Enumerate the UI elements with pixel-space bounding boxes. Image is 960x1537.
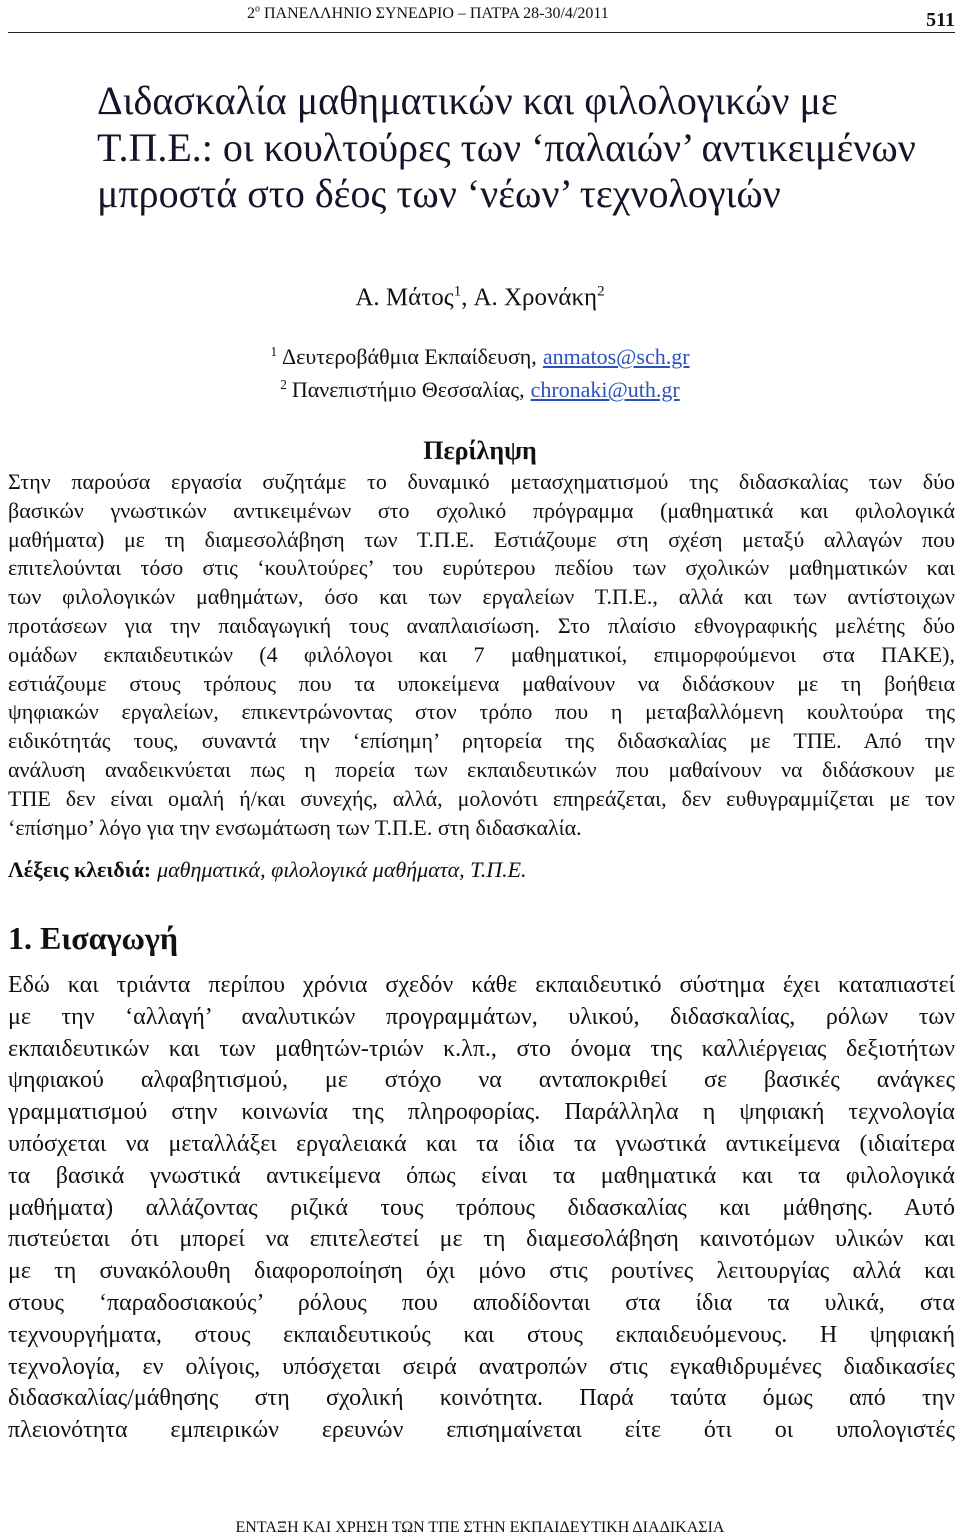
abstract-line: ψηφιακών εργαλείων, επικεντρώνοντας στον τρόπο που η μεταβαλλόμενη κουλτούρα της <box>8 699 955 725</box>
affiliation-mark: 1 <box>270 343 278 359</box>
affiliations <box>0 340 960 406</box>
section-body <box>8 970 955 1447</box>
body-line: ψηφιακού αλφαβητισμού, με στόχο να ανταποκριθεί σε βασικές ανάγκες <box>8 1067 955 1094</box>
abstract-line: ΤΠΕ δεν είναι ομαλή ή/και συνεχής, αλλά, μολονότι επηρεάζεται, δεν ευθυγραμμίζεται με τον <box>8 785 955 811</box>
abstract-line: ‘επίσημο’ λόγο για την ενσωμάτωση των Τ.Π.Ε. στη διδασκαλία. <box>8 814 582 840</box>
author-name: Α. Χρονάκη <box>473 284 598 311</box>
keywords <box>8 856 955 885</box>
abstract-line: εστιάζουμε στους τρόπους που τα υποκείμενα μαθαίνουν να διδάσκουν με τη βοήθεια <box>8 670 955 696</box>
page-number: 511 <box>926 9 955 31</box>
abstract-heading: Περίληψη <box>423 436 537 465</box>
abstract-line: Στην παρούσα εργασία συζητάμε το δυναμικό μετασχηματισμού της διδασκαλίας των δύο <box>8 469 955 494</box>
body-line: στους ‘παραδοσιακούς’ ρόλους που αποδίδονται στα ίδια τα υλικά, στα <box>8 1289 955 1316</box>
body-line: με την ‘αλλαγή’ αναλυτικών προγραμμάτων, υλικού, διδασκαλίας, ρόλων των <box>8 1003 955 1030</box>
affiliation-text: Δευτεροβάθμια Εκπαίδευση, <box>282 344 537 369</box>
abstract-line: μαθήματα) με τη διαμεσολάβηση των Τ.Π.Ε. Εστιάζουμε στη σχέση μεταξύ αλλαγών που <box>8 526 955 552</box>
running-footer: ΕΝΤΑΞΗ ΚΑΙ ΧΡΗΣΗ ΤΩΝ ΤΠΕ ΣΤΗΝ ΕΚΠΑΙΔΕΥΤΙΚΗ ΔΙΑΔΙΚΑΣΙΑ <box>235 1519 725 1536</box>
affiliation-mark: 1 <box>453 283 462 300</box>
title-line: μπροστά στο δέος των ‘νέων’ τεχνολογιών <box>97 171 781 216</box>
keywords-terms: μαθηματικά, φιλολογικά μαθήματα, Τ.Π.Ε. <box>157 857 527 882</box>
keywords-label: Λέξεις κλειδιά: <box>8 857 152 882</box>
body-line: Εδώ και τριάντα περίπου χρόνια σχεδόν κάθε εκπαιδευτικό σύστημα έχει καταπιαστεί <box>8 972 955 998</box>
section-heading: 1. Εισαγωγή <box>8 920 179 956</box>
abstract-line: προτάσεων για την παιδαγωγική τους αναπλαισίωση. Στο πλαίσιο εθνογραφικής μελέτης δύο <box>8 612 955 638</box>
abstract-line: ειδικότητάς τους, συναντά την ‘επίσημη’ ρητορεία της διδασκαλίας με ΤΠΕ. Από την <box>8 728 955 754</box>
affiliation-mark: 2 <box>597 283 605 300</box>
abstract-line: ομάδων εκπαιδευτικών (4 φιλόλογοι και 7 μαθηματικοί, επιμορφούμενοι στα ΠΑΚΕ), <box>8 641 955 667</box>
conference-edition-ordinal: ο <box>255 3 260 15</box>
abstract-text <box>8 468 955 842</box>
affiliation-mark: 2 <box>280 376 287 392</box>
abstract-line: ανάλυση αναδεικνύεται πως η πορεία των εκπαιδευτικών που μαθαίνουν να διδάσκουν με <box>8 756 955 782</box>
running-header <box>247 4 609 24</box>
body-line: γραμματισμού στην κοινωνία της πληροφορίας. Παράλληλα η ψηφιακή τεχνολογία <box>8 1099 955 1126</box>
abstract-line: των φιλολογικών μαθημάτων, όσο και των εργαλείων Τ.Π.Ε., αλλά και των αντίστοιχων <box>8 584 955 610</box>
body-line: τεχνολογία, εν ολίγοις, υπόσχεται σειρά ανατροπών στις εγκαθιδρυμένες διαδικασίες <box>8 1353 955 1380</box>
body-line: τα βασικά γνωστικά αντικείμενα όπως είναι τα μαθηματικά και τα φιλολογικά <box>8 1162 955 1189</box>
title-line: Τ.Π.Ε.: οι κουλτούρες των ‘παλαιών’ αντικειμένων <box>97 124 916 170</box>
body-line: υπόσχεται να μεταλλάξει εργαλειακά και τα ίδια τα γνωστικά αντικείμενα (ιδιαίτερα <box>8 1130 955 1157</box>
author-list <box>0 282 960 314</box>
affiliation-text: Πανεπιστήμιο Θεσσαλίας, <box>291 377 525 402</box>
body-line: τεχνουργήματα, στους εκπαιδευτικούς και στους εκπαιδευόμενους. Η ψηφιακή <box>8 1321 955 1348</box>
body-line: με τη συνακόλουθη διαφοροποίηση όχι μόνο στις ρουτίνες λειτουργίας αλλά και <box>8 1258 955 1285</box>
author-separator: , <box>461 284 468 311</box>
title-line: Διδασκαλία μαθηματικών και φιλολογικών με <box>97 78 838 123</box>
abstract-line: βασικών γνωστικών αντικειμένων στο σχολικό πρόγραμμα (μαθηματικά και φιλολογικά <box>8 497 955 523</box>
body-line: πλειονότητα εμπειρικών ερευνών επισημαίνεται είτε ότι οι υπολογιστές <box>8 1417 955 1444</box>
body-line: εκπαιδευτικών και των μαθητών-τριών κ.λπ., στο όνομα της καλλιέργειας δεξιοτήτων <box>8 1035 955 1062</box>
header-rule <box>8 32 955 33</box>
body-line: διδασκαλίας/μάθησης στη σχολική κοινότητα. Παρά ταύτα όμως από την <box>8 1385 955 1412</box>
author-name: Α. Μάτος <box>355 284 454 311</box>
abstract-line: επιτελούνται τόσο στις ‘κουλτούρες’ του ευρύτερου πεδίου των σχολικών μαθηματικών και <box>8 555 955 581</box>
paper-title <box>97 78 955 218</box>
conference-edition: 2 <box>247 5 255 22</box>
affiliation-line <box>0 340 960 373</box>
email-link[interactable]: chronaki@uth.gr <box>530 377 680 402</box>
body-line: πιστεύεται ότι μπορεί να επιτελεστεί με τη διαμεσολάβηση καινοτόμων υλικών και <box>8 1226 955 1253</box>
affiliation-line <box>0 373 960 406</box>
email-link[interactable]: anmatos@sch.gr <box>542 344 690 369</box>
conference-name: ΠΑΝΕΛΛΗΝΙΟ ΣΥΝΕΔΡΙΟ – ΠΑΤΡΑ 28-30/4/2011 <box>264 5 609 22</box>
body-line: μαθήματα) αλλάζοντας ριζικά τους τρόπους διδασκαλίας και μάθησης. Αυτό <box>8 1194 955 1221</box>
